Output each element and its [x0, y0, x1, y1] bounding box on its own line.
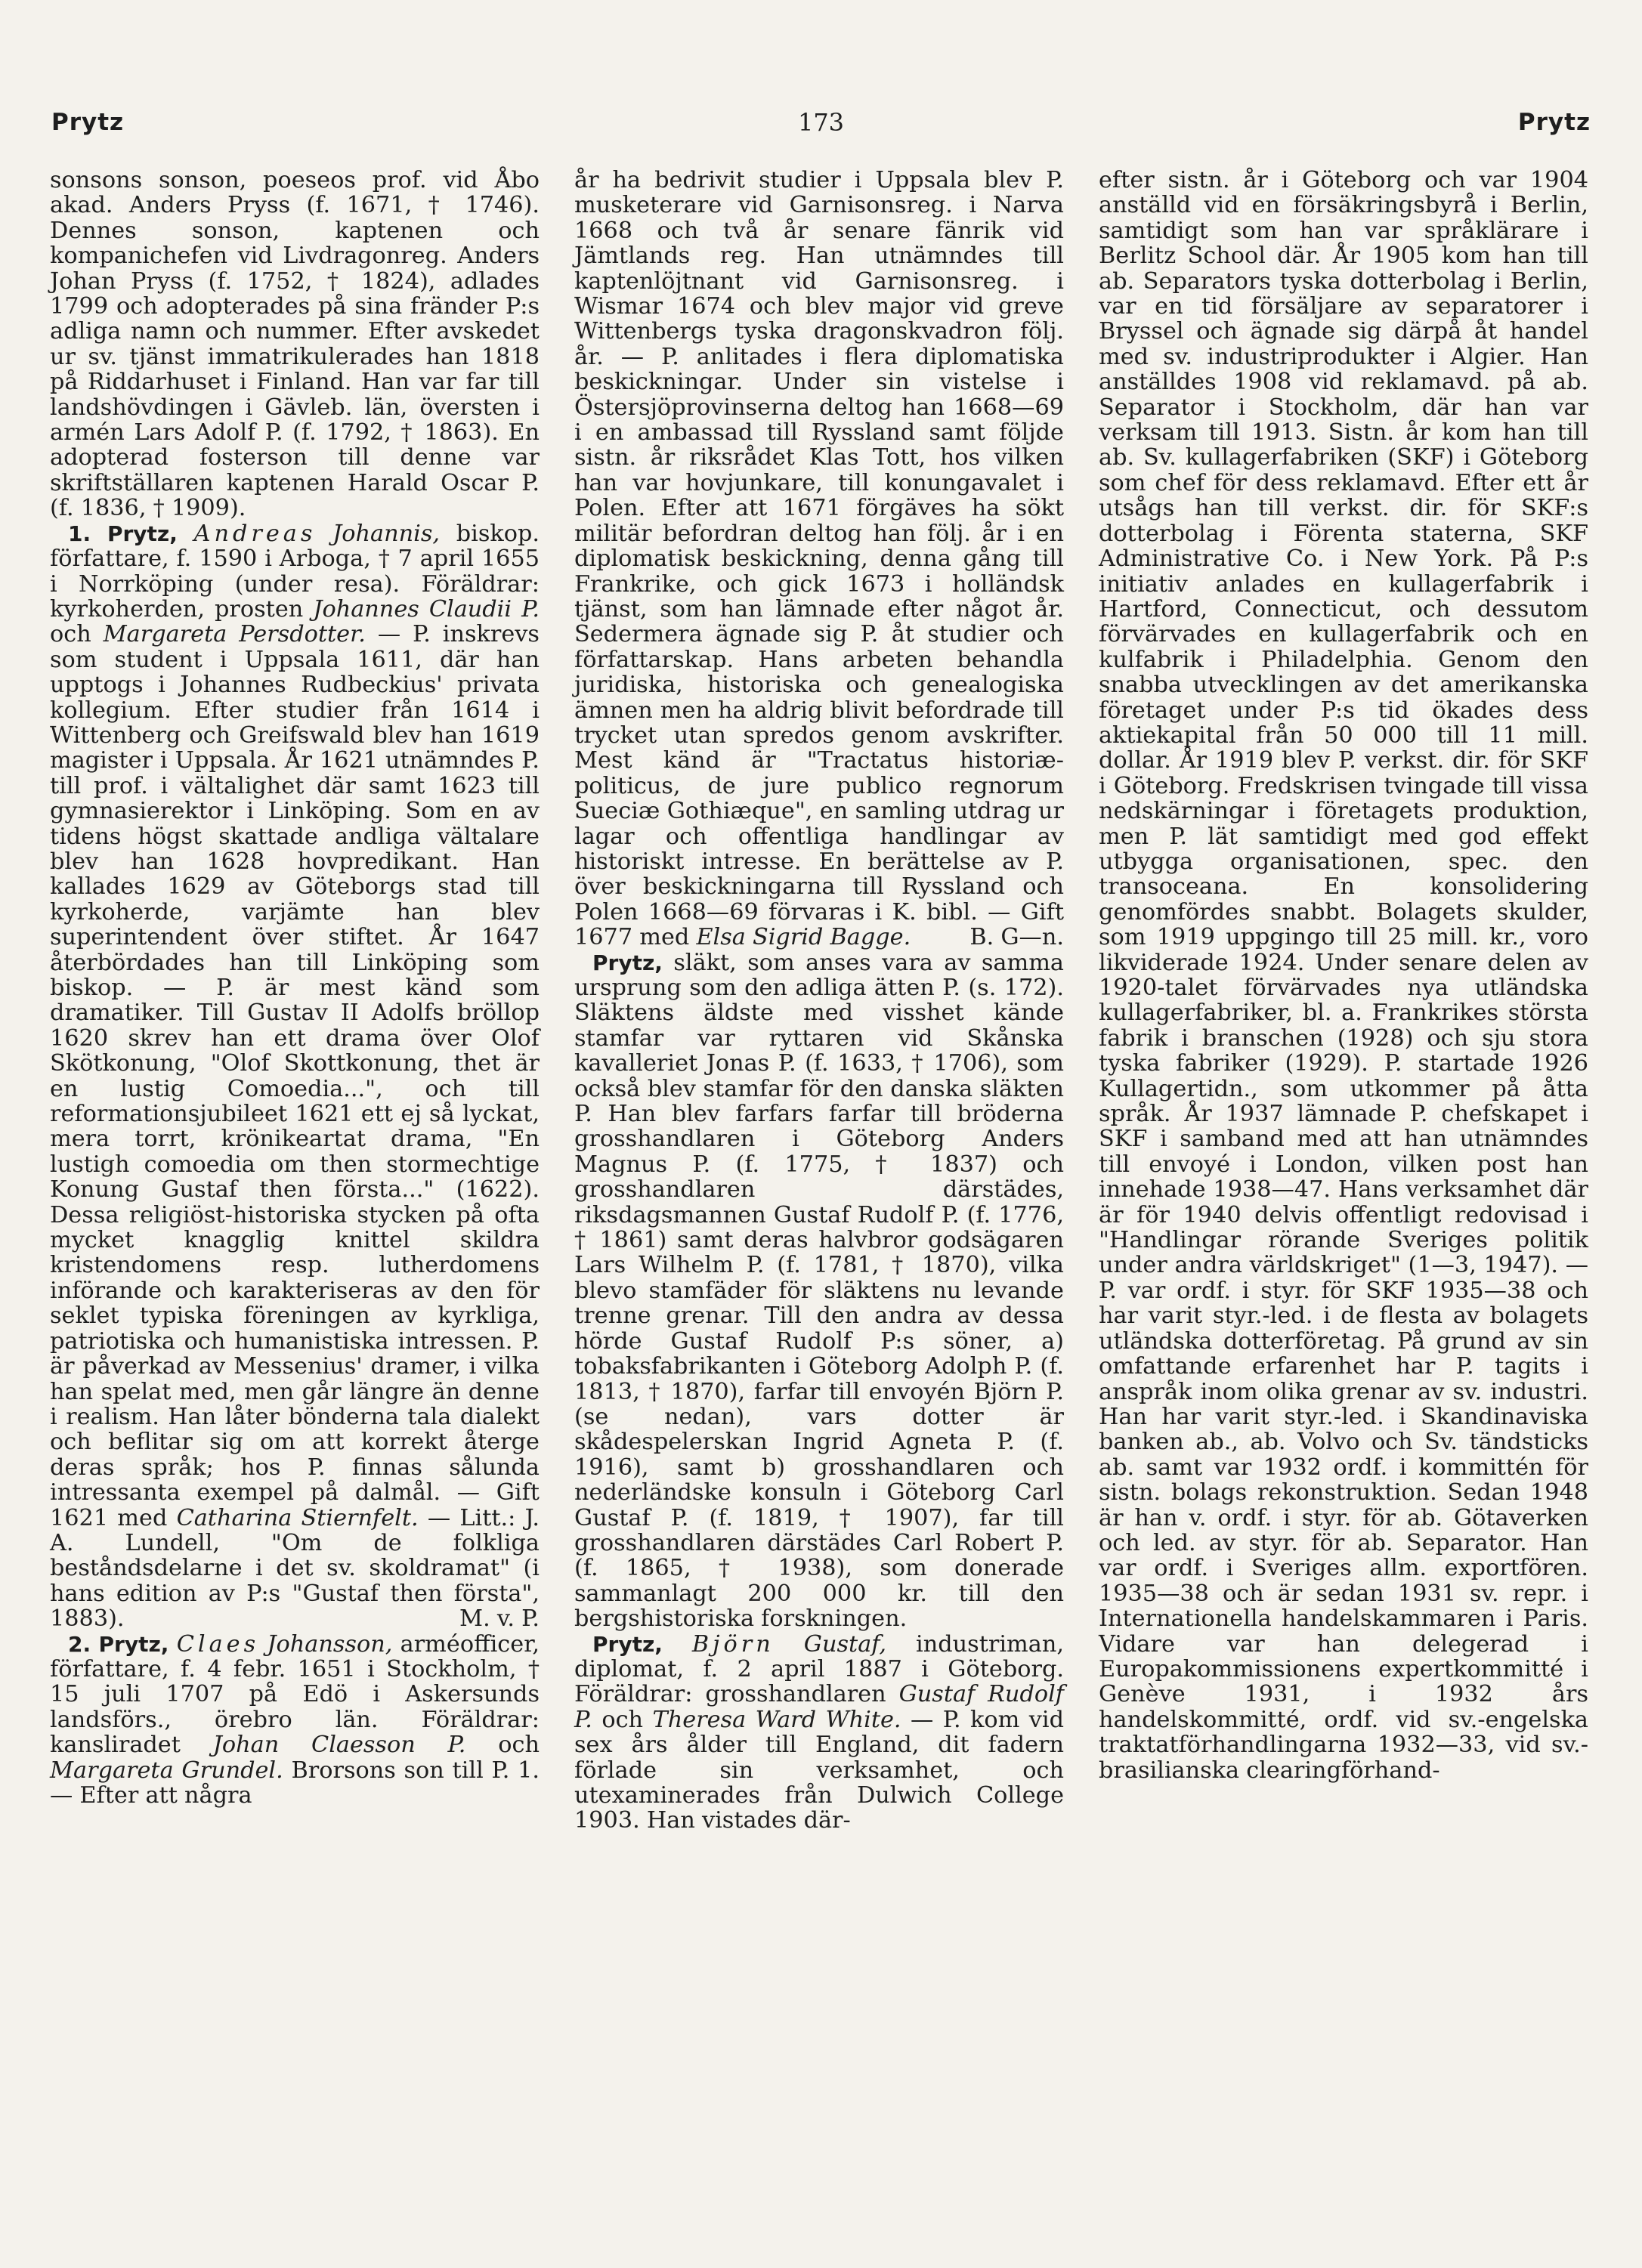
conj: och [601, 1706, 644, 1733]
entry-claes [50, 1632, 540, 1809]
entry-andreas [50, 521, 540, 1632]
paragraph: sonsons sonson, poeseos prof. vid Åbo akad. Anders Pryss (f. 1671, † 1746). Dennes sonson, kaptenen och kompanichefen vid Livdragonreg. Anders Johan Pryss (f. 1752, † 1824), adlades 1799 och adopterades på sina fränder P:s adliga namn och nummer. Efter avskedet ur sv. tjänst immatrikulerades han 1818 på Riddarhuset i Finland. Han var far till landshövdingen i Gävleb. län, översten i armén Lars Adolf P. (f. 1792, † 1863). En adopterad fosterson till denne var skriftställaren kaptenen Harald Oscar P. (f. 1836, † 1909). [50, 167, 540, 522]
entry-heading: Prytz, [592, 1631, 663, 1657]
entry-text: släkt, som anses vara av samma ursprung som den adliga ätten P. (s. 172). Släktens äldste med visshet kände stamfar var ryttaren vid Skånska kavalleriet Jonas P. (f. 1633, † 1706), som också blev stamfar för den danska släkten P. Han blev farfars farfar till bröderna grosshandlaren i Göteborg Anders Magnus P. (f. 1775, † 1837) och grosshandlaren därstädes, riksdagsmannen Gustaf Rudolf P. (f. 1776, † 1861) samt deras halvbror godsägaren Lars Wilhelm P. (f. 1781, † 1870), vilka blevo stamfäder för släktens nu levande trenne grenar. Till den andra av dessa hörde Gustaf Rudolf P:s söner, a) tobaksfabrikanten i Göteborg Adolph P. (f. 1813, † 1870), farfar till envoyén Björn P. (se nedan), vars dotter är skådespelerskan Ingrid Agneta P. (f. 1916), samt b) grosshandlaren och nederländske konsuln i Göteborg Carl Gustaf P. (f. 1819, † 1907), far till grosshandlaren därstädes Carl Robert P. (f. 1865, † 1938), som donerade sammanlagt 200 000 kr. till den bergshistoriska forskningen. [574, 949, 1064, 1633]
entry-text: — P. kom vid sex års ålder till England, dit fadern förlade sin verksamhet, och utexaminerades från Dulwich College 1903. Han vistades där- [574, 1706, 1064, 1834]
wife-name: Elsa Sigrid Bagge. [696, 924, 911, 951]
running-head-right: Prytz [1517, 109, 1591, 136]
father-name: Gustaf Rudolf P. [574, 1681, 1064, 1733]
entry-text: biskop. författare, f. 1590 i Arboga, † 7 april 1655 i Norrköping (under resa). Föräldrar: kyrkoherden, prosten [50, 520, 540, 623]
conj: och [50, 621, 91, 648]
conj: och [498, 1732, 540, 1759]
entry-text: industriman, diplomat, f. 2 april 1887 i Göteborg. Föräldrar: grosshandlaren [574, 1630, 1064, 1708]
entry-heading: 1. Prytz, [68, 521, 178, 546]
page-number: 173 [797, 108, 845, 137]
entry-text: — P. inskrevs som student i Uppsala 1611, där han upptogs i Johannes Rudbeckius' privata kollegium. Efter studier från 1614 i Wittenberg och Greifswald blev han 1619 magister i Uppsala. År 1621 utnämndes P. till prof. i vältalighet där samt 1623 till gymnasierektor i Linköping. Som en av tidens högst skattade andliga vältalare blev han 1628 hovpredikant. Han kallades 1629 av Göteborgs stad till kyrkoherde, varjämte han blev superintendent över stiftet. År 1647 återbördades han till Linköping som biskop. — P. är mest känd som dramatiker. Till Gustav II Adolfs bröllop 1620 skrev han ett drama över Olof Skötkonung, "Olof Skottkonung, thet är en lustig Comoedia...", och till reformationsjubileet 1621 ett ej så lyckat, mera torrt, krönikeartat drama, "En lustigh comoedia om then stormechtige Konung Gustaf then första..." (1622). Dessa religiöst-historiska stycken på ofta mycket knagglig knittel skildra kristendomens resp. lutherdomens införande och karakteriseras av den för seklet typiska föreningen av kyrkliga, patriotiska och humanistiska intressen. P. är påverkad av Messenius' dramer, i vilka han spelat med, men går längre än denne i realism. Han låter bönderna tala dialekt och beflitar sig om att korrekt återge deras språk; hos P. finnas sålunda intressanta exempel på dalmål. — Gift 1621 med [50, 621, 540, 1531]
entry-name-2: Johansson, [267, 1630, 393, 1658]
paragraph [574, 168, 1064, 950]
entry-text: — Litt.: J. A. Lundell, "Om de folkliga beståndsdelarne i det sv. skoldramat" (i hans edition av P:s "Gustaf then första", 1883). [50, 1504, 540, 1633]
entry-family [574, 950, 1064, 1632]
column-2 [574, 168, 1064, 1834]
entry-name-2: Gustaf, [803, 1630, 887, 1658]
entry-name: Claes [176, 1630, 260, 1658]
entry-heading: Prytz, [592, 950, 663, 975]
entry-text: år ha bedrivit studier i Uppsala blev P. musketerare vid Garnisonsreg. i Narva 1668 och två år senare fänrik vid Jämtlands reg. Han utnämndes till kaptenlöjtnant vid Garnisonsreg. i Wismar 1674 och blev major vid greve Wittenbergs tyska dragonskvadron följ. år. — P. anlitades i flera diplomatiska beskickningar. Under sin vistelse i Östersjöprovinserna deltog han 1668—69 i en ambassad till Ryssland samt följde sistn. år riksrådet Klas Tott, hos vilken han var hovjunkare, till konungavalet i Polen. Efter att 1671 förgäves ha sökt militär befordran deltog han följ. år i en diplomatisk beskickning, denna gång till Frankrike, och gick 1673 i holländsk tjänst, som han lämnade efter något år. Sedermera ägnade sig P. åt studier och författarskap. Hans arbeten behandla juridiska, historiska och genealogiska ämnen men ha aldrig blivit befordrade till trycket utan spredos genom avskrifter. Mest känd är "Tractatus historiæ-politicus, de jure publico regnorum Sueciæ Gothiæque", en samling utdrag ur lagar och offentliga handlingar av historiskt intresse. En berättelse av P. över beskickningarna till Ryssland och Polen 1668—69 förvaras i K. bibl. — Gift 1677 med [574, 167, 1064, 951]
text-columns [50, 168, 1588, 1834]
paragraph: efter sistn. år i Göteborg och var 1904 anställd vid en försäkringsbyrå i Berlin, samtidigt som han var språklärare i Berlitz School där. År 1905 kom han till ab. Separators tyska dotterbolag i Berlin, var en tid försäljare av separatorer i Bryssel och ägnade sig därpå åt handel med sv. industriprodukter i Algier. Han anställdes 1908 vid reklamavd. på ab. Separator i Stockholm, där han var verksam till 1913. Sistn. år kom han till ab. Sv. kullagerfabriken (SKF) i Göteborg som chef för dess reklamavd. Efter ett år utsågs han till verkst. dir. för SKF:s dotterbolag i Förenta staterna, SKF Administrative Co. i New York. På P:s initiativ anlades en kullagerfabrik i Hartford, Connecticut, och dessutom förvärvades en kullagerfabrik och en kulfabrik i Philadelphia. Genom den snabba utvecklingen av det amerikanska företaget under P:s tid ökades dess aktiekapital från 50 000 till 11 mill. dollar. År 1919 blev P. verkst. dir. för SKF i Göteborg. Fredskrisen tvingade till vissa nedskärningar i företagets produktion, men P. lät samtidigt med god effekt utbygga organisationen, spec. den transoceana. En konsolidering genomfördes snabbt. Bolagets skulder, som 1919 uppgingo till 25 mill. kr., voro likviderade 1924. Under senare delen av 1920-talet förvärvades nya utländska kullagerfabriker, bl. a. Frankrikes största fabrik i branschen (1928) och sju stora tyska fabriker (1929). P. startade 1926 Kullagertidn., som utkommer på åtta språk. År 1937 lämnade P. chefskapet i SKF i samband med att han utnämndes till envoyé i London, vilken post han innehade 1938—47. Hans verksamhet där är för 1940 delvis offentligt redovisad i "Handlingar rörande Sveriges politik under andra världskriget" (1—3, 1947). — P. var ordf. i styr. för SKF 1935—38 och har varit styr.-led. i de flesta av bolagets utländska dotterföretag. På grund av sin omfattande erfarenhet har P. tagits i anspråk inom olika grenar av sv. industri. Han har varit styr.-led. i Skandinaviska banken ab., ab. Volvo och Sv. tändsticks ab. samt var 1932 ordf. i kommittén för sistn. bolags rekonstruktion. Sedan 1948 är han v. ordf. i styr. för ab. Götaverken och led. av styr. för ab. Separator. Han var ordf. i Sveriges allm. exportfören. 1935—38 och är sedan 1931 sv. repr. i Internationella handelskammaren i Paris. Vidare var han delegerad i Europakommissionens expertkommitté i Genève 1931, i 1932 års handelskommitté, ordf. vid sv.-engelska traktatförhandlingarna 1932—33, vid sv.-brasilianska clearingförhand- [1099, 167, 1588, 1784]
author-signature: M. v. P. [459, 1605, 540, 1633]
page-header [51, 104, 1591, 141]
column-3 [1099, 168, 1588, 1834]
mother-name: Theresa Ward White. [652, 1706, 901, 1733]
entry-name: Andreas [193, 520, 317, 547]
column-1 [50, 168, 540, 1834]
entry-bjorn [574, 1632, 1064, 1834]
author-signature: B. G—n. [969, 924, 1064, 951]
father-name: Johan Claesson P. [212, 1732, 466, 1759]
mother-name: Margareta Grundel. [50, 1757, 283, 1784]
entry-heading: 2. Prytz, [68, 1631, 169, 1657]
wife-name: Catharina Stiernfelt. [176, 1504, 419, 1531]
entry-text: arméofficer, författare, f. 4 febr. 1651 i Stockholm, † 15 juli 1707 på Edö i Askersunds landsförs., örebro län. Föräldrar: kansliradet [50, 1630, 540, 1759]
entry-text: Brorsons son till P. 1. — Efter att några [50, 1757, 540, 1809]
entry-name: Björn [691, 1630, 775, 1658]
entry-name-2: Johannis, [332, 520, 440, 547]
mother-name: Margareta Persdotter. [103, 621, 366, 648]
running-head-left: Prytz [51, 109, 125, 136]
father-name: Johannes Claudii P. [313, 595, 540, 623]
